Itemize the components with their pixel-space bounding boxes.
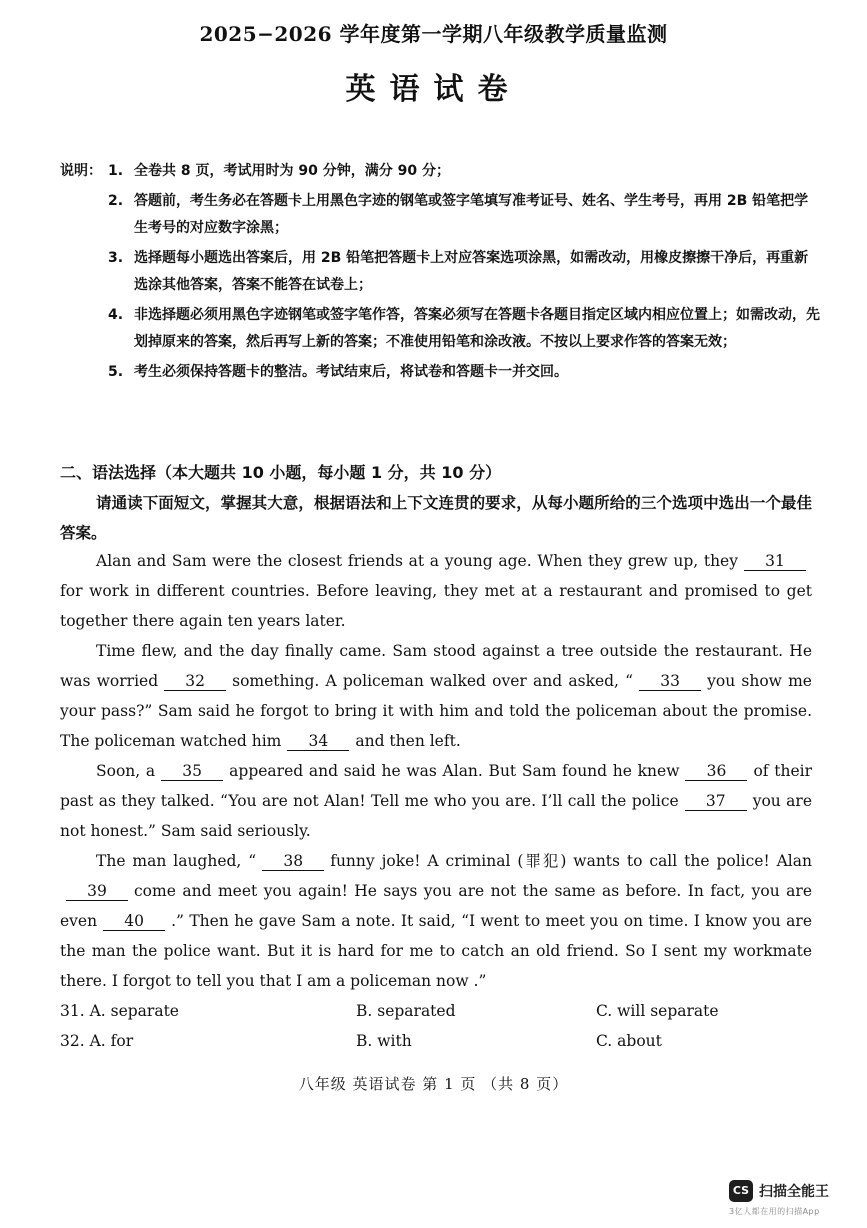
- note-text: 全卷共 8 页，考试用时为 90 分钟，满分 90 分；: [134, 163, 450, 179]
- camscanner-tagline: 3亿人都在用的扫描App: [729, 1207, 820, 1216]
- option-a: 32. A. for: [60, 1032, 134, 1050]
- passage-text: for work in different countries. Before leaving, they met at a restaurant and promised to get together there again ten years later.: [60, 582, 812, 630]
- answer-blank-39: 39: [66, 882, 128, 901]
- section-instruction: 请通读下面短文，掌握其大意，根据语法和上下文连贯的要求，从每小题所给的三个选项中选出一个最佳答案。: [60, 494, 812, 542]
- option-a: 31. A. separate: [60, 1002, 179, 1020]
- exam-header-title: 2025−2026 学年度第一学期八年级教学质量监测: [199, 22, 668, 46]
- passage-text: funny joke! A criminal (罪犯) wants to call the police! Alan: [330, 852, 812, 870]
- passage-text: you show me your pass?” Sam said he forgot to bring it with him and told the policeman about the promise. The policeman watched him: [60, 672, 812, 750]
- note-item: [60, 245, 820, 299]
- note-item: [60, 158, 820, 185]
- option-b: B. separated: [356, 1002, 456, 1020]
- answer-options: [60, 996, 812, 1056]
- note-number: 3.: [108, 250, 124, 266]
- note-number: 4.: [108, 307, 124, 323]
- answer-blank-38: 38: [262, 852, 324, 871]
- note-number: 2.: [108, 193, 124, 209]
- note-text: 非选择题必须用黑色字迹钢笔或签字笔作答，答案必须写在答题卡各题目指定区域内相应位置上；如需改动，先划掉原来的答案，然后再写上新的答案；不准使用铅笔和涂改液。不按以上要求作答的答案无效；: [134, 307, 820, 350]
- answer-blank-35: 35: [161, 762, 223, 781]
- passage-text: of their past as they talked. “You are not Alan! Tell me who you are. I’ll call the police: [60, 762, 812, 810]
- answer-blank-32: 32: [164, 672, 226, 691]
- section-heading: 二、语法选择（本大题共 10 小题，每小题 1 分，共 10 分）: [60, 463, 502, 482]
- instructions-notes: [60, 158, 820, 389]
- answer-blank-34: 34: [287, 732, 349, 751]
- note-item: [60, 302, 820, 356]
- passage-text: appeared and said he was Alan. But Sam found he knew: [229, 762, 680, 780]
- passage-text: .” Then he gave Sam a note. It said, “I went to meet you on time. I know you are the man the police want. But it is hard for me to catch an old friend. So I sent my workmate there. I forgot to tell you that I am a policeman now .”: [60, 912, 812, 990]
- note-text: 考生必须保持答题卡的整洁。考试结束后，将试卷和答题卡一并交回。: [134, 364, 568, 380]
- passage-paragraph: [60, 636, 812, 756]
- note-text: 选择题每小题选出答案后，用 2B 铅笔把答题卡上对应答案选项涂黑，如需改动，用橡皮擦擦干净后，再重新选涂其他答案，答案不能答在试卷上；: [134, 250, 809, 293]
- passage-text: The man laughed, “: [96, 852, 257, 870]
- passage-text: Alan and Sam were the closest friends at a young age. When they grew up, they: [96, 552, 738, 570]
- answer-blank-31: 31: [744, 552, 806, 571]
- camscanner-name: 扫描全能王: [759, 1184, 829, 1200]
- passage-text: Time flew, and the day finally came. Sam stood against a tree outside the restaurant. He was worried: [60, 642, 812, 690]
- passage-text: come and meet you again! He says you are not the same as before. In fact, you are even: [60, 882, 812, 930]
- option-b: B. with: [356, 1032, 412, 1050]
- option-row: [60, 996, 812, 1026]
- answer-blank-37: 37: [685, 792, 747, 811]
- note-item: [60, 359, 820, 386]
- notes-prefix: 说明：: [60, 163, 102, 179]
- option-c: C. about: [596, 1032, 662, 1050]
- passage-paragraph: [60, 546, 812, 636]
- answer-blank-40: 40: [103, 912, 165, 931]
- passage-text: and then left.: [355, 732, 461, 750]
- passage-paragraph: [60, 756, 812, 846]
- passage-text: something. A policeman walked over and asked, “: [232, 672, 634, 690]
- note-item: [60, 188, 820, 242]
- passage-text: Soon, a: [96, 762, 156, 780]
- page-footer: 八年级 英语试卷 第 1 页 （共 8 页）: [298, 1075, 569, 1093]
- note-text: 答题前，考生务必在答题卡上用黑色字迹的钢笔或签字笔填写准考证号、姓名、学生考号，再用 2B 铅笔把学生考号的对应数字涂黑；: [134, 193, 809, 236]
- passage-paragraph: [60, 846, 812, 996]
- option-row: [60, 1026, 812, 1056]
- subject-title: 英语试卷: [345, 72, 522, 107]
- camscanner-watermark: [729, 1180, 849, 1220]
- answer-blank-33: 33: [639, 672, 701, 691]
- note-number: 1.: [108, 163, 124, 179]
- note-number: 5.: [108, 364, 124, 380]
- answer-blank-36: 36: [685, 762, 747, 781]
- camscanner-logo-icon: CS: [729, 1180, 753, 1202]
- reading-passage: [60, 546, 812, 996]
- passage-text: you are not honest.” Sam said seriously.: [60, 792, 812, 840]
- option-c: C. will separate: [596, 1002, 719, 1020]
